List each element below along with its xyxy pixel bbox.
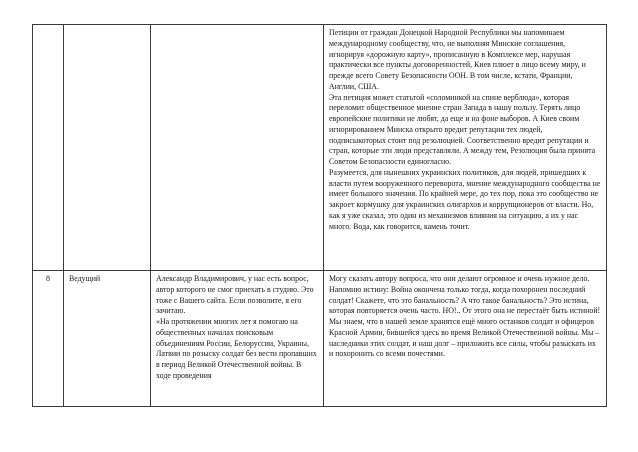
answer-paragraph: Петиции от граждан Донецкой Народной Республики мы напоминаем международному сообществу, что, не выполняя Минские соглашения, игнорируя «дорожную карту», прописанную в Комплексе мер, нарушая практически все пункты договоренностей, Киев плюет в лицо всему миру, и прежде всего Совету Безопасности ООН. В том числе, кстати, Франции, Англии, США.: [329, 28, 586, 91]
answer-cell: [324, 25, 607, 271]
question-cell: [151, 25, 324, 271]
speaker-cell: Ведущий: [64, 271, 151, 407]
answer-cell: [324, 271, 607, 407]
table-row: [33, 25, 607, 271]
question-paragraph: Александр Владимирович, у нас есть вопрос, автор которого не смог приехать в студию. Это тоже с Вашего сайта. Если позволите, я его зачитаю.: [156, 274, 314, 316]
speaker-cell: [64, 25, 151, 271]
answer-paragraph: Мы знаем, что в нашей земле хранятся ещё много останков солдат и офицеров Красной Армии, бившейся здесь во время Великой Отечественной войны. Мы – наследники этих солдат, и наш долг – приложить все силы, чтобы разыскать их и похоронить со всеми почестями.: [329, 317, 600, 359]
question-cell: [151, 271, 324, 407]
row-number-cell: [33, 25, 64, 271]
transcript-table: [32, 24, 607, 407]
answer-paragraph: Могу сказать автору вопроса, что они делают огромное и очень нужное дело. Напомню истину: Война окончена только тогда, когда похоронен последний солдат! Скажете, что это банальность? А что такое банальность? Это истина, которая повторяется очень часто. НО!.. От этого она не перестаёт быть истиной!: [329, 274, 601, 316]
answer-paragraph: Эта петиция может статьтой «соломинкой на спине верблюда», которая переломит общественное мнение стран Запада в нашу пользу. Терять лицо европейские политики не любят, да еще и на фоне выборов. А Киев своим игнорированием Минска открыто вредит репутации тех людей, подписыкоторых стоит под резолюцией. Соответственно вредит репутации и стран, которые эти люди представляли. А между тем, Резолюция была принята Советом Безопасности единогласно.: [329, 92, 596, 166]
answer-paragraph: Разумеется, для нынешних украинских политиков, для людей, пришедших к власти путем вооруженного переворота, мнение международного сообщества не имеет большого значения. По крайней мере, до тех пор, пока это сообщество не закроет кормушку для украинских олигархов и коррупционеров от власти. Но, как я уже сказал, это один из механизмов влияния на ситуацию, а их у нас много. Вода, как говорится, камень точит.: [329, 167, 601, 231]
row-number-cell: 8: [33, 271, 64, 407]
question-paragraph: «На протяжении многих лет я помогаю на общественных началах поисковым объединениям России, Белоруссии, Украины, Латвии по розыску солдат без вести пропавших в период Великой Отечественной войны. В ходе проведения: [156, 317, 317, 380]
table-row: [33, 271, 607, 407]
